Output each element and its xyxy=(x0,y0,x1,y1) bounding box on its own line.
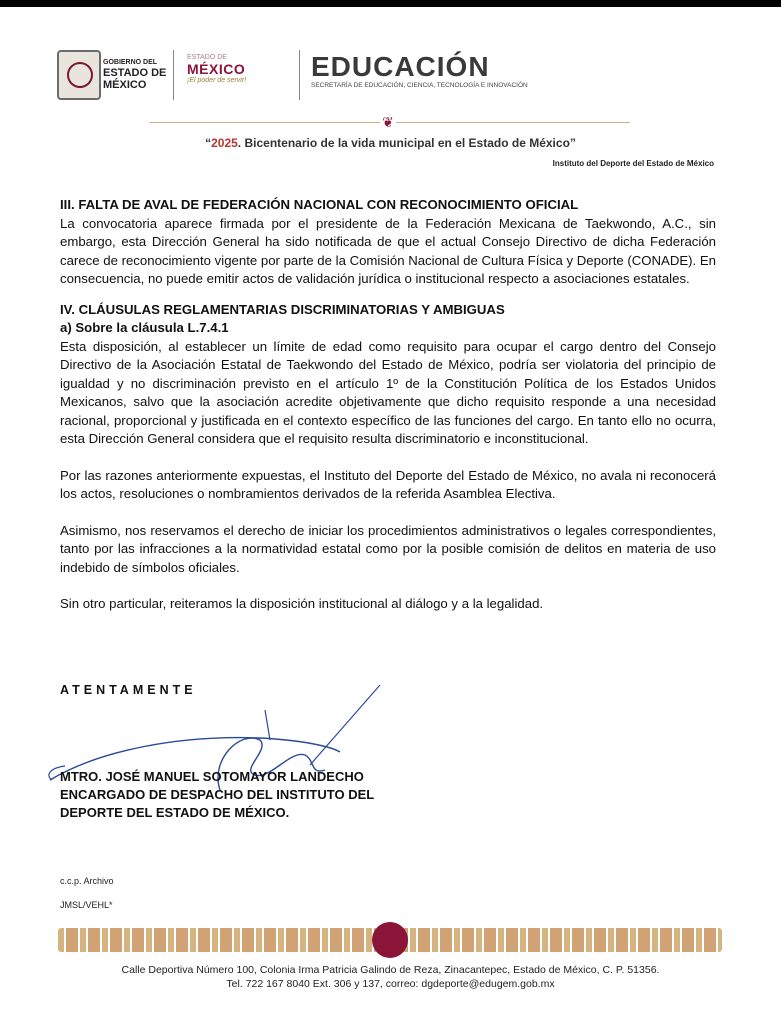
section-4-text: Esta disposición, al establecer un límite de edad como requisito para ocupar el cargo dentro del Consejo Directivo de la Asociación Estatal de Taekwondo del Estado de México, podría ser violatoria del principio de igualdad y no discriminación previsto en el artículo 1º de la Constitución Política de los Estados Unidos Mexicanos, salvo que la asociación acredite objetivamente que dicho requisito responde a una necesidad racional, proporcional y justificada en el contexto específico de las funciones del cargo. En tanto ello no ocurra, esta Dirección General considera que el requisito resulta discriminatorio e inconstitucional. xyxy=(60,338,716,446)
closing: ATENTAMENTE xyxy=(60,683,197,697)
section-4-subtitle: a) Sobre la cláusula L.7.4.1 xyxy=(60,320,229,335)
signer-block xyxy=(60,768,374,822)
section-3-title: III. FALTA DE AVAL DE FEDERACIÓN NACIONAL CON RECONOCIMIENTO OFICIAL xyxy=(60,197,579,212)
footer-contact: Tel. 722 167 8040 Ext. 306 y 137, correo: dgdeporte@edugem.gob.mx xyxy=(226,978,555,990)
edomex-small: ESTADO DE xyxy=(187,54,227,61)
band-flower-icon xyxy=(372,922,408,958)
footer xyxy=(0,963,781,991)
divider xyxy=(299,50,300,100)
edomex-logo xyxy=(187,54,246,84)
motto-open-quote: “ xyxy=(205,136,212,150)
motto-year: 2025 xyxy=(211,136,238,150)
motto-text: . Bicentenario de la vida municipal en el Estado de México” xyxy=(237,136,576,150)
edomex-lema: ¡El poder de servir! xyxy=(187,77,247,84)
letterhead xyxy=(55,46,695,106)
top-border xyxy=(0,0,781,7)
footer-address: Calle Deportiva Número 100, Colonia Irma Patricia Galindo de Reza, Zinacantepec, Estado de México, C. P. 51356. xyxy=(121,964,660,976)
signer-role-2: DEPORTE DEL ESTADO DE MÉXICO. xyxy=(60,805,290,820)
paragraph-1: Por las razones anteriormente expuestas, el Instituto del Deporte del Estado de México, no avala ni reconocerá los actos, resoluciones o nombramientos derivados de la referida Asamblea Electiva. xyxy=(60,467,716,501)
signer-name: MTRO. JOSÉ MANUEL SOTOMAYOR LANDECHO xyxy=(60,769,364,784)
initials: JMSL/VEHL* xyxy=(60,900,113,910)
paragraph-3: Sin otro particular, reiteramos la disposición institucional al diálogo y a la legalidad. xyxy=(60,596,544,611)
motto xyxy=(0,136,781,150)
educacion-logo xyxy=(311,52,528,89)
paragraph-2: Asimismo, nos reservamos el derecho de iniciar los procedimientos administrativos o legales correspondientes, tanto por las infracciones a la normatividad estatal como por la posible comisión de delitos en materia de uso indebido de símbolos oficiales. xyxy=(60,522,716,575)
institution-name: Instituto del Deporte del Estado de México xyxy=(552,159,714,168)
ccp: c.c.p. Archivo xyxy=(60,876,114,886)
flower-icon: ❦ xyxy=(380,114,396,130)
section-3-text: La convocatoria aparece firmada por el presidente de la Federación Mexicana de Taekwondo, A.C., sin embargo, esta Dirección General ha sido notificada de que el actual Consejo Directivo de dicha Federación carece de reconocimiento vigente por parte de la Comisión Nacional de Cultura Física y Deporte (CONADE). En consecuencia, no puede emitir actos de validación jurídica o institucional respecto a asociaciones estatales. xyxy=(60,215,717,286)
edomex-name: MÉXICO xyxy=(187,61,246,77)
gob-line3: MÉXICO xyxy=(103,79,147,91)
letter-body xyxy=(60,196,716,614)
signer-role-1: ENCARGADO DE DESPACHO DEL INSTITUTO DEL xyxy=(60,787,375,802)
divider xyxy=(173,50,174,100)
gob-line1: GOBIERNO DEL xyxy=(103,59,158,66)
educacion-title: EDUCACIÓN xyxy=(311,51,490,82)
state-seal-icon xyxy=(57,50,101,100)
educacion-subtitle: SECRETARÍA DE EDUCACIÓN, CIENCIA, TECNOLOGÍA E INNOVACIÓN xyxy=(311,82,528,89)
gob-line2: ESTADO DE xyxy=(103,67,167,79)
gobierno-logo-text xyxy=(103,58,166,91)
section-4-title: IV. CLÁUSULAS REGLAMENTARIAS DISCRIMINATORIAS Y AMBIGUAS xyxy=(60,301,505,317)
